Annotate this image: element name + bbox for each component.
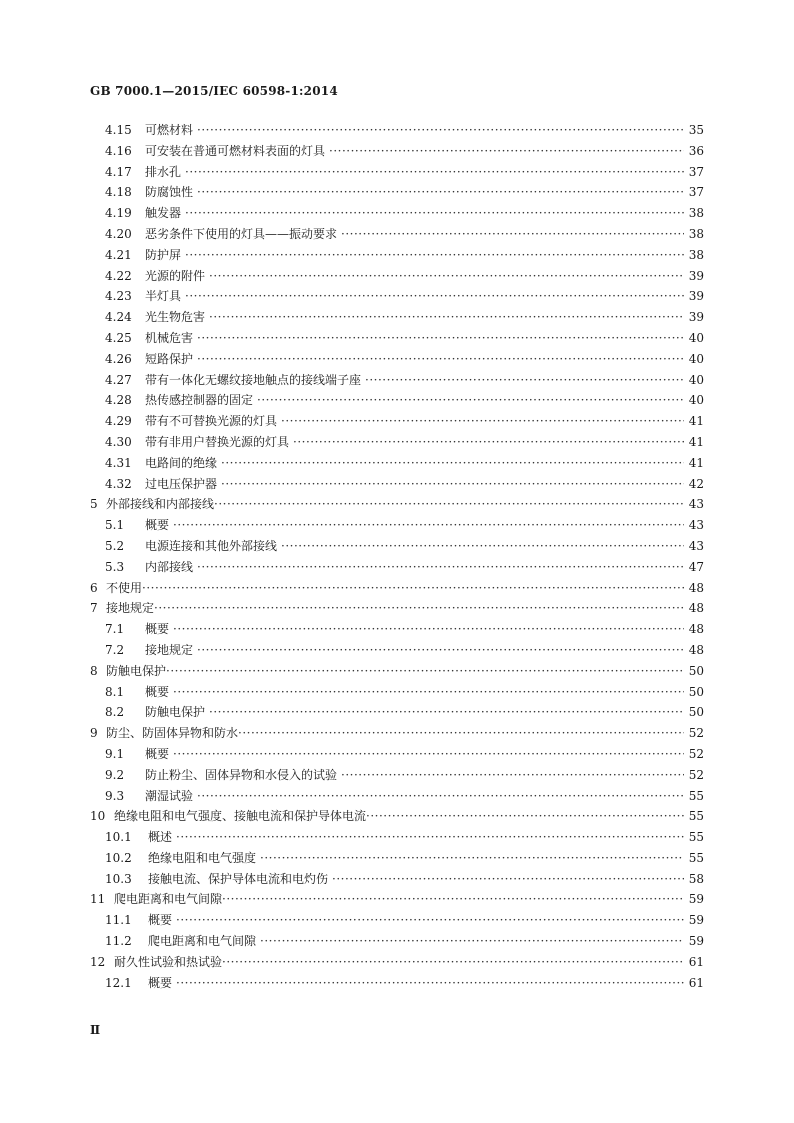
toc-entry-title: 接触电流、保护导体电流和电灼伤: [148, 871, 329, 886]
toc-entry-number: 4.32: [105, 476, 132, 491]
toc-entry-title: 防触电保护: [106, 663, 167, 678]
toc-entry-page: 48: [688, 580, 704, 595]
toc-entry-page: 58: [688, 871, 704, 886]
dot-leader: [173, 515, 684, 536]
dot-leader: [257, 390, 684, 411]
toc-entry[interactable]: [90, 245, 704, 266]
toc-entry[interactable]: [90, 266, 704, 287]
toc-entry[interactable]: [90, 806, 704, 827]
toc-entry-number: 4.22: [105, 268, 132, 283]
toc-entry-title: 绝缘电阻和电气强度: [148, 850, 257, 865]
toc-entry-page: 52: [688, 726, 704, 741]
dot-leader: [238, 723, 684, 744]
dot-leader: [185, 245, 684, 266]
toc-entry-title: 带有不可替换光源的灯具: [145, 414, 278, 429]
dot-leader: [185, 162, 684, 183]
toc-entry[interactable]: [90, 786, 704, 807]
toc-entry[interactable]: [90, 494, 704, 515]
dot-leader: [185, 203, 684, 224]
toc-entry-title: 爬电距离和电气间隙: [114, 892, 223, 907]
toc-entry-title: 接地规定: [106, 601, 155, 616]
toc-entry-number: 4.30: [105, 434, 132, 449]
toc-entry-page: 48: [688, 622, 704, 637]
toc-entry[interactable]: [90, 848, 704, 869]
toc-entry[interactable]: [90, 682, 704, 703]
toc-entry-number: 5: [90, 497, 98, 512]
toc-entry[interactable]: [90, 931, 704, 952]
toc-entry-number: 9: [90, 726, 98, 741]
toc-entry-number: 4.25: [105, 330, 132, 345]
toc-entry-title: 防止粉尘、固体异物和水侵入的试验: [145, 767, 338, 782]
toc-entry-number: 4.26: [105, 351, 132, 366]
toc-entry-number: 12: [90, 954, 106, 969]
toc-entry-number: 9.2: [105, 767, 125, 782]
dot-leader: [281, 411, 684, 432]
toc-entry-title: 绝缘电阻和电气强度、接触电流和保护导体电流: [114, 809, 367, 824]
toc-entry-title: 触发器: [145, 206, 182, 221]
toc-entry[interactable]: [90, 286, 704, 307]
dot-leader: [209, 702, 684, 723]
toc-entry-page: 42: [688, 476, 704, 491]
toc-entry[interactable]: [90, 661, 704, 682]
toc-entry-title: 防腐蚀性: [145, 185, 194, 200]
toc-entry-page: 37: [688, 185, 704, 200]
toc-entry[interactable]: [90, 640, 704, 661]
toc-entry-title: 过电压保护器: [145, 476, 218, 491]
dot-leader: [173, 619, 684, 640]
toc-entry-page: 59: [688, 934, 704, 949]
dot-leader: [365, 370, 684, 391]
toc-entry[interactable]: [90, 141, 704, 162]
toc-entry-page: 37: [688, 164, 704, 179]
toc-entry-title: 概要: [145, 684, 170, 699]
toc-entry-page: 38: [688, 206, 704, 221]
dot-leader: [197, 557, 684, 578]
toc-entry-title: 带有一体化无螺纹接地触点的接线端子座: [145, 372, 362, 387]
toc-entry-page: 43: [688, 518, 704, 533]
toc-entry-title: 排水孔: [145, 164, 182, 179]
toc-entry[interactable]: [90, 765, 704, 786]
toc-entry-page: 61: [688, 954, 704, 969]
toc-entry-title: 热传感控制器的固定: [145, 393, 254, 408]
toc-entry-number: 10.1: [105, 830, 132, 845]
toc-entry[interactable]: [90, 744, 704, 765]
toc-entry-page: 52: [688, 746, 704, 761]
toc-entry[interactable]: [90, 474, 704, 495]
toc-entry-title: 概要: [145, 518, 170, 533]
toc-entry-page: 41: [688, 414, 704, 429]
toc-entry[interactable]: [90, 910, 704, 931]
toc-entry-page: 40: [688, 372, 704, 387]
toc-entry-number: 4.18: [105, 185, 132, 200]
toc-entry[interactable]: [90, 723, 704, 744]
toc-entry[interactable]: [90, 952, 704, 973]
toc-entry-page: 38: [688, 226, 704, 241]
toc-entry[interactable]: [90, 203, 704, 224]
toc-entry[interactable]: [90, 349, 704, 370]
toc-entry-number: 10.3: [105, 871, 132, 886]
toc-entry-title: 恶劣条件下使用的灯具——振动要求: [145, 226, 338, 241]
toc-entry-page: 52: [688, 767, 704, 782]
toc-entry-number: 5.3: [105, 559, 125, 574]
toc-entry-number: 4.24: [105, 310, 132, 325]
toc-entry-number: 6: [90, 580, 98, 595]
toc-entry-page: 55: [688, 830, 704, 845]
toc-entry-number: 5.2: [105, 538, 125, 553]
dot-leader: [166, 661, 684, 682]
toc-entry-page: 43: [688, 497, 704, 512]
toc-entry-number: 11: [90, 892, 106, 907]
toc-entry-number: 7.1: [105, 622, 125, 637]
toc-entry-title: 防护屏: [145, 247, 182, 262]
toc-entry[interactable]: [90, 411, 704, 432]
toc-entry-page: 50: [688, 684, 704, 699]
toc-entry-number: 4.27: [105, 372, 132, 387]
dot-leader: [197, 182, 684, 203]
toc-entry-title: 爬电距离和电气间隙: [148, 934, 257, 949]
toc-entry-number: 5.1: [105, 518, 125, 533]
toc-entry[interactable]: [90, 162, 704, 183]
toc-entry[interactable]: [90, 453, 704, 474]
dot-leader: [260, 848, 684, 869]
toc-entry-title: 防尘、防固体异物和防水: [106, 726, 239, 741]
dot-leader: [332, 869, 684, 890]
toc-entry[interactable]: [90, 515, 704, 536]
dot-leader: [221, 474, 684, 495]
toc-entry-title: 电源连接和其他外部接线: [145, 538, 278, 553]
toc-entry-title: 概要: [145, 622, 170, 637]
toc-entry[interactable]: [90, 578, 704, 599]
toc-entry[interactable]: [90, 120, 704, 141]
dot-leader: [222, 889, 684, 910]
toc-entry-title: 内部接线: [145, 559, 194, 574]
dot-leader: [209, 307, 684, 328]
toc-entry-title: 短路保护: [145, 351, 194, 366]
toc-entry-page: 55: [688, 788, 704, 803]
toc-entry-number: 10: [90, 809, 106, 824]
toc-entry-number: 12.1: [105, 975, 132, 990]
toc-entry-page: 35: [688, 123, 704, 137]
toc-entry-page: 40: [688, 330, 704, 345]
dot-leader: [221, 453, 684, 474]
toc-entry[interactable]: [90, 827, 704, 848]
toc-entry-page: 41: [688, 434, 704, 449]
dot-leader: [222, 952, 684, 973]
toc-entry[interactable]: [90, 557, 704, 578]
toc-entry-number: 4.29: [105, 414, 132, 429]
toc-entry-page: 36: [688, 143, 704, 158]
dot-leader: [176, 827, 684, 848]
toc-entry[interactable]: [90, 370, 704, 391]
toc-entry[interactable]: [90, 432, 704, 453]
dot-leader: [341, 224, 684, 245]
toc-entry-title: 光源的附件: [145, 268, 206, 283]
toc-entry[interactable]: [90, 973, 704, 994]
toc-entry-number: 8.1: [105, 684, 125, 699]
toc-entry-number: 11.2: [105, 934, 132, 949]
toc-entry-title: 潮湿试验: [145, 788, 194, 803]
toc-entry-number: 7.2: [105, 642, 125, 657]
dot-leader: [154, 598, 684, 619]
dot-leader: [197, 120, 684, 141]
toc-entry-page: 38: [688, 247, 704, 262]
toc-entry-page: 39: [688, 268, 704, 283]
toc-entry-page: 61: [688, 975, 704, 990]
toc-entry-number: 4.28: [105, 393, 132, 408]
toc-entry-number: 8: [90, 663, 98, 678]
toc-entry-title: 可燃材料: [145, 123, 194, 137]
toc-entry[interactable]: [90, 702, 704, 723]
dot-leader: [185, 286, 684, 307]
toc-entry-title: 接地规定: [145, 642, 194, 657]
toc-entry-page: 43: [688, 538, 704, 553]
dot-leader: [197, 786, 684, 807]
toc-entry-title: 带有非用户替换光源的灯具: [145, 434, 290, 449]
toc-entry[interactable]: [90, 619, 704, 640]
toc-entry-number: 4.31: [105, 455, 132, 470]
dot-leader: [142, 578, 684, 599]
toc-entry-page: 50: [688, 705, 704, 720]
document-header: GB 7000.1—2015/IEC 60598-1:2014: [90, 84, 338, 98]
toc-entry-title: 概要: [148, 975, 173, 990]
dot-leader: [281, 536, 684, 557]
toc-entry-page: 40: [688, 351, 704, 366]
toc-entry[interactable]: [90, 307, 704, 328]
toc-entry[interactable]: [90, 182, 704, 203]
toc-entry[interactable]: [90, 328, 704, 349]
toc-entry-number: 9.1: [105, 746, 125, 761]
toc-entry-number: 8.2: [105, 705, 125, 720]
dot-leader: [260, 931, 684, 952]
dot-leader: [173, 744, 684, 765]
toc-entry[interactable]: [90, 869, 704, 890]
toc-entry-title: 电路间的绝缘: [145, 455, 218, 470]
toc-entry-page: 48: [688, 601, 704, 616]
toc-entry-number: 9.3: [105, 788, 125, 803]
toc-entry-page: 50: [688, 663, 704, 678]
page-number: Ⅱ: [90, 1023, 101, 1037]
dot-leader: [341, 765, 684, 786]
toc-entry-page: 39: [688, 289, 704, 304]
toc-entry-title: 不使用: [106, 580, 143, 595]
toc-entry[interactable]: [90, 390, 704, 411]
table-of-contents: [90, 120, 704, 993]
toc-entry-title: 概要: [148, 913, 173, 928]
toc-entry-number: 11.1: [105, 913, 132, 928]
dot-leader: [197, 349, 684, 370]
toc-entry-number: 4.21: [105, 247, 132, 262]
dot-leader: [366, 806, 684, 827]
toc-entry-page: 47: [688, 559, 704, 574]
dot-leader: [293, 432, 684, 453]
dot-leader: [176, 973, 684, 994]
toc-entry-number: 4.16: [105, 143, 132, 158]
toc-entry-title: 光生物危害: [145, 310, 206, 325]
toc-entry-title: 概要: [145, 746, 170, 761]
dot-leader: [214, 494, 684, 515]
toc-entry-title: 概述: [148, 830, 173, 845]
toc-entry-number: 4.19: [105, 206, 132, 221]
toc-entry-number: 7: [90, 601, 98, 616]
toc-entry-page: 41: [688, 455, 704, 470]
dot-leader: [329, 141, 684, 162]
toc-entry[interactable]: [90, 224, 704, 245]
toc-entry[interactable]: [90, 536, 704, 557]
toc-entry-page: 55: [688, 809, 704, 824]
toc-entry-number: 4.15: [105, 123, 132, 137]
toc-entry-page: 59: [688, 892, 704, 907]
toc-entry-title: 外部接线和内部接线: [106, 497, 215, 512]
toc-entry-page: 48: [688, 642, 704, 657]
toc-entry-title: 耐久性试验和热试验: [114, 954, 223, 969]
toc-entry-number: 4.17: [105, 164, 132, 179]
toc-entry-title: 可安装在普通可燃材料表面的灯具: [145, 143, 326, 158]
toc-entry-title: 机械危害: [145, 330, 194, 345]
dot-leader: [197, 328, 684, 349]
toc-entry-number: 4.23: [105, 289, 132, 304]
toc-entry[interactable]: [90, 598, 704, 619]
toc-entry-page: 59: [688, 913, 704, 928]
dot-leader: [176, 910, 684, 931]
toc-entry[interactable]: [90, 889, 704, 910]
toc-entry-title: 半灯具: [145, 289, 182, 304]
toc-entry-page: 55: [688, 850, 704, 865]
dot-leader: [173, 682, 684, 703]
dot-leader: [209, 266, 684, 287]
toc-entry-number: 10.2: [105, 850, 132, 865]
toc-entry-number: 4.20: [105, 226, 132, 241]
toc-entry-title: 防触电保护: [145, 705, 206, 720]
toc-entry-page: 39: [688, 310, 704, 325]
dot-leader: [197, 640, 684, 661]
toc-entry-page: 40: [688, 393, 704, 408]
